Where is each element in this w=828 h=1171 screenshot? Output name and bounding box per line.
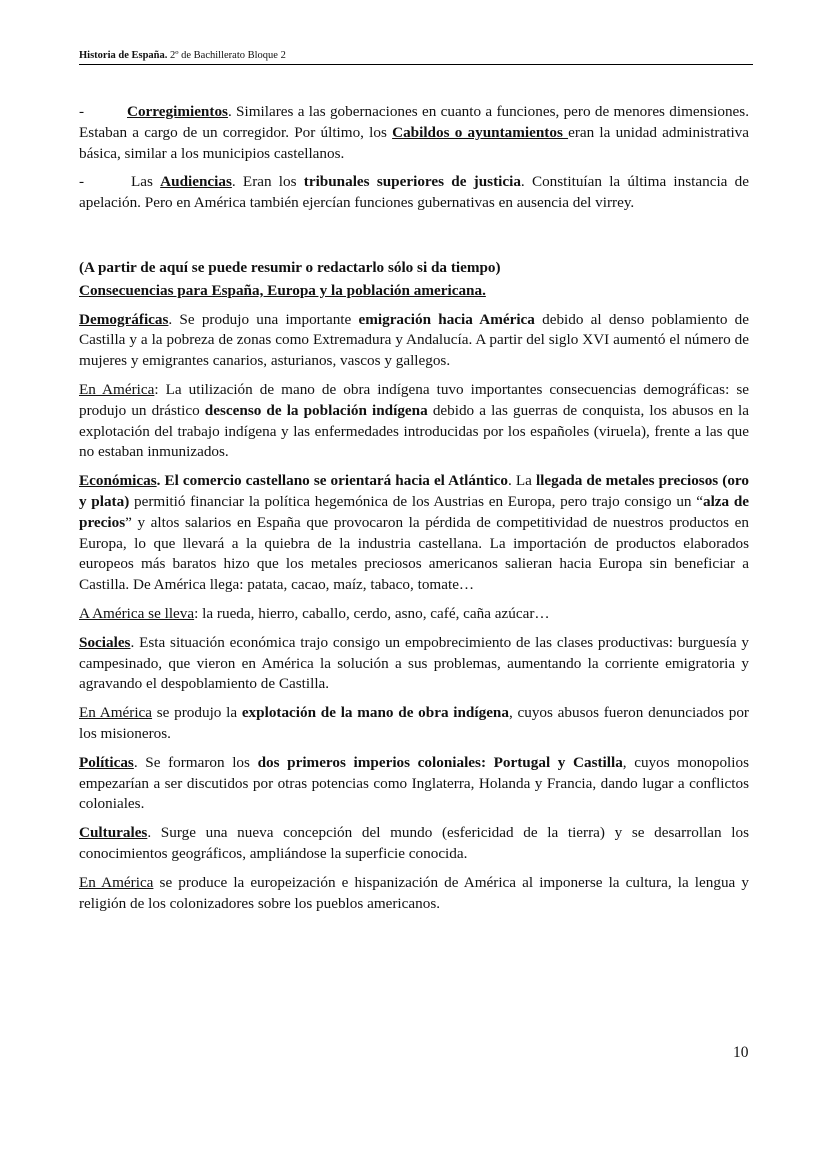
text: . Eran los — [231, 173, 304, 191]
text: , cuyos monopolios empezarían a ser discutidos por otras potencias como Inglaterra, Holanda y Francia, dando lugar a conflictos coloniales. — [79, 753, 749, 813]
text: Las — [131, 173, 161, 191]
bullet-dash: - — [79, 173, 85, 191]
term-economicas: Económicas — [79, 472, 157, 490]
text: . Surge una nueva concepción del mundo (esfericidad de la tierra) y se desarrollan los conocimientos geográficos, ampliándose la superficie conocida. — [79, 824, 749, 862]
text: se produce la europeización e hispanización de América al imponerse la cultura, la lengua y religión de los colonizadores sobre los pueblos americanos. — [79, 873, 749, 912]
paragraph-demograficas-america — [79, 380, 749, 463]
paragraph-politicas — [79, 753, 749, 815]
text: . Se produjo una importante — [168, 310, 359, 328]
label-en-america: En América — [79, 380, 155, 398]
text: . Esta situación económica trajo consigo un empobrecimiento de las clases productivas: burguesía y campesinado, que vieron en América la solución a sus problemas, aumentando la corriente emigratoria y agravando el despoblamiento de Castilla. — [79, 633, 749, 693]
text: : la rueda, hierro, caballo, cerdo, asno, café, caña azúcar… — [194, 604, 550, 622]
paragraph-sociales-america — [79, 703, 749, 745]
paragraph-culturales — [79, 823, 749, 865]
text: . Se formaron los — [133, 753, 258, 771]
bold-phrase: descenso de la población indígena — [204, 401, 428, 419]
document-body — [79, 102, 749, 922]
text: eran la unidad administrativa básica, similar a los municipios castellanos. — [79, 123, 749, 162]
spacer — [79, 222, 749, 258]
note — [79, 258, 749, 279]
bold-phrase: dos primeros imperios coloniales: Portugal y Castilla — [257, 753, 623, 771]
label-a-america-se-lleva: A América se lleva — [79, 604, 195, 622]
text: debido al denso poblamiento de Castilla y a la pobreza de zonas como Extremadura y Andalucía. A partir del siglo XVI aumentó el número de mujeres y emigrantes canarios, asturianos, vascos y gallegos. — [79, 310, 749, 370]
bullet-dash: - — [79, 103, 85, 120]
term-cabildos: Cabildos o ayuntamientos — [392, 123, 569, 141]
text: permitió financiar la política hegemónica de los Austrias en Europa, pero trajo consigo un “ — [129, 492, 703, 510]
paragraph-economicas — [79, 471, 749, 596]
bold-phrase: emigración hacia América — [358, 310, 535, 328]
term-politicas: Políticas — [79, 753, 134, 771]
bold-phrase: . El comercio castellano se orientará hacia el Atlántico — [156, 472, 509, 490]
text: ” y altos salarios en España que provocaron la pérdida de competitividad de nuestros productos en Europa, lo que llevará a la quiebra de la industria castellana. La importación de productos elaborados europeos más baratos hizo que los metales preciosos americanos salieran hacia Europa sin beneficiar a Castilla. De América llega: patata, cacao, maíz, tabaco, tomate… — [79, 513, 749, 594]
term-sociales: Sociales — [79, 633, 131, 651]
label-en-america: En América — [79, 873, 154, 891]
text: : La utilización de mano de obra indígena tuvo importantes consecuencias demográficas: se produjo un drástico — [79, 380, 749, 419]
paragraph-demograficas — [79, 310, 749, 372]
bold-phrase: explotación de la mano de obra indígena — [241, 704, 509, 722]
section-title-text: Consecuencias para España, Europa y la población americana. — [79, 281, 486, 299]
term-audiencias: Audiencias — [160, 173, 232, 191]
text: . Constituían la última instancia de apelación. Pero en América también ejercían funciones gubernativas en ausencia del virrey. — [79, 173, 749, 212]
paragraph-audiencias — [79, 172, 749, 214]
label-en-america: En América — [79, 704, 153, 722]
text: , cuyos abusos fueron denunciados por los misioneros. — [79, 704, 749, 742]
page-header — [79, 50, 753, 65]
text: se produjo la — [152, 704, 242, 722]
text: . Similares a las gobernaciones en cuanto a funciones, pero de menores dimensiones. Estaban a cargo de un corregidor. Por último, los — [79, 103, 749, 141]
note-text: (A partir de aquí se puede resumir o redactarlo sólo si da tiempo) — [79, 258, 501, 276]
paragraph-america-se-lleva — [79, 604, 749, 625]
bold-phrase: alza de precios — [79, 492, 750, 531]
text: debido a las guerras de conquista, los abusos en la explotación del trabajo indígena y las enfermedades introducidas por los españoles (viruela), frente a las que no estaban inmunizados. — [79, 401, 749, 461]
bold-phrase: llegada de metales preciosos (oro y plata) — [79, 472, 749, 510]
term-corregimientos: Corregimientos — [127, 103, 228, 120]
page-number: 10 — [733, 1044, 749, 1061]
header-course: 2º de Bachillerato Bloque 2 — [167, 50, 286, 61]
text: . La — [508, 472, 536, 490]
paragraph-culturales-america — [79, 873, 749, 915]
paragraph-sociales — [79, 633, 749, 695]
term-demograficas: Demográficas — [79, 310, 169, 328]
bold-phrase: tribunales superiores de justicia — [303, 173, 521, 191]
term-culturales: Culturales — [79, 824, 148, 842]
paragraph-corregimientos — [79, 102, 749, 164]
header-subject: Historia de España. — [79, 50, 168, 61]
section-title — [79, 281, 749, 302]
